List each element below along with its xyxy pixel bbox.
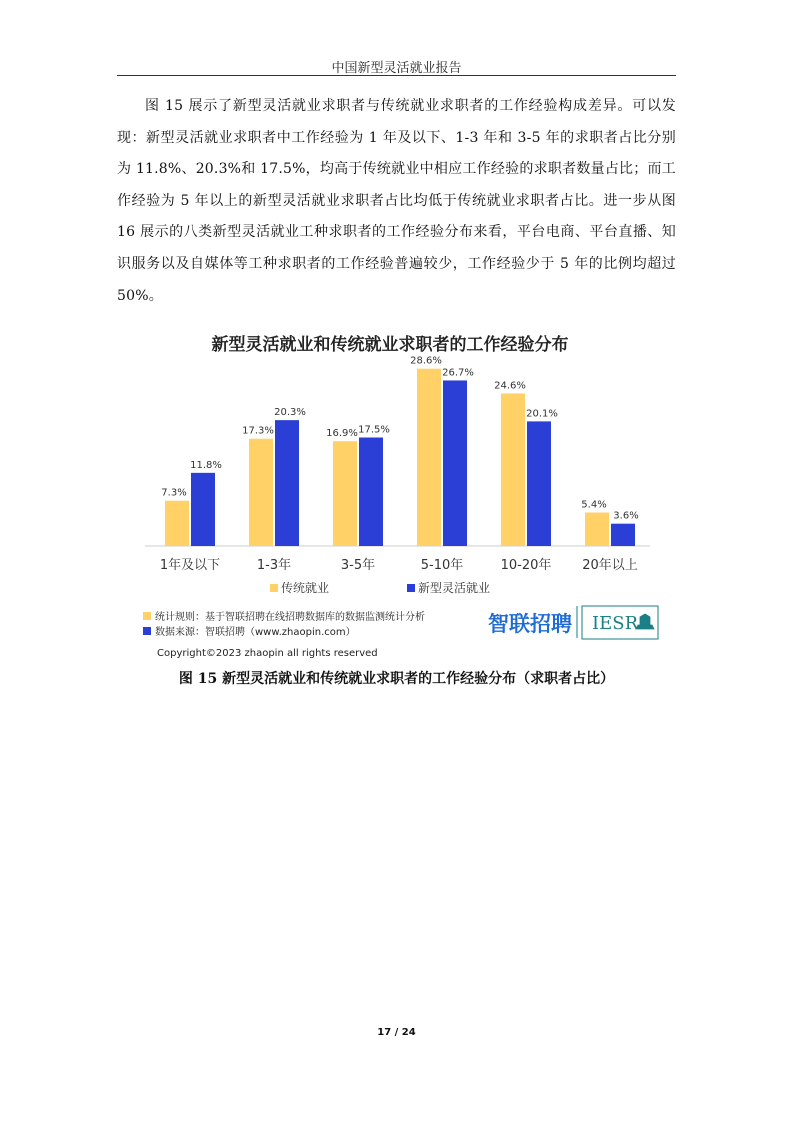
bar-traditional: [501, 393, 525, 546]
category-label: 5-10年: [420, 558, 464, 573]
legend-label-new-flexible: 新型灵活就业: [418, 581, 491, 595]
legend: [270, 580, 490, 595]
bar-value-label: 5.4%: [581, 499, 607, 511]
category-label: 20年以上: [582, 558, 638, 573]
page-number: 17 / 24: [377, 1027, 416, 1038]
iesr-logo-text: IESR: [592, 613, 639, 634]
bar-value-label: 3.6%: [613, 510, 639, 522]
bar-new-flexible: [527, 421, 551, 546]
bar-value-label: 17.5%: [358, 424, 390, 436]
iesr-emblem-icon: [636, 614, 654, 629]
note-rule-text: 统计规则：基于智联招聘在线招聘数据库的数据监测统计分析: [155, 612, 425, 623]
bar-new-flexible: [191, 473, 215, 546]
bar-value-label: 17.3%: [242, 425, 274, 437]
note-source-swatch: [143, 627, 151, 635]
body-paragraph: 图 15 展示了新型灵活就业求职者与传统就业求职者的工作经验构成差异。可以发现：新型灵活就业求职者中工作经验为 1 年及以下、1-3 年和 3-5 年的求职者占比分别为 11.8%、20.3%和 17.5%，均高于传统就业中相应工作经验的求职者数量占比；而工作经验为 5 年以上的新型灵活就业求职者占比均低于传统就业求职者占比。进一步从图 16 展示的八类新型灵活就业工种求职者的工作经验分布来看，平台电商、平台直播、知识服务以及自媒体等工种求职者的工作经验普遍较少，工作经验少于 5 年的比例均超过 50%。: [117, 98, 676, 304]
note-source-text: 数据来源：智联招聘（www.zhaopin.com）: [155, 627, 356, 638]
bars-layer: [165, 369, 635, 546]
category-labels-layer: [160, 557, 638, 573]
chart-title: 新型灵活就业和传统就业求职者的工作经验分布: [211, 335, 569, 355]
chart-svg: [140, 325, 660, 660]
bar-traditional: [333, 441, 357, 546]
bar-new-flexible: [275, 420, 299, 546]
zhaopin-logo-text: 智联招聘: [488, 612, 572, 636]
legend-label-traditional: 传统就业: [281, 581, 330, 595]
bar-value-label: 26.7%: [442, 367, 474, 379]
category-label: 1-3年: [256, 558, 292, 573]
iesr-logo: [582, 606, 658, 639]
legend-swatch-new-flexible: [407, 584, 415, 592]
bar-value-label: 20.1%: [526, 408, 558, 420]
page-header-title: 中国新型灵活就业报告: [331, 61, 462, 76]
category-label: 1年及以下: [159, 558, 221, 573]
bar-value-label: 24.6%: [494, 380, 526, 392]
bar-value-label: 7.3%: [161, 487, 187, 499]
chart-notes: [143, 610, 425, 638]
bar-new-flexible: [359, 438, 383, 547]
bar-new-flexible: [611, 524, 635, 546]
body-paragraph-container: [117, 91, 676, 312]
bar-value-label: 20.3%: [274, 407, 306, 419]
bar-new-flexible: [443, 380, 467, 546]
copyright-notice: Copyright©2023 zhaopin all rights reserved: [157, 648, 378, 659]
bar-traditional: [165, 501, 189, 546]
bar-value-label: 16.9%: [326, 428, 358, 440]
header-divider: [117, 75, 676, 76]
note-rule-swatch: [143, 612, 151, 620]
legend-swatch-traditional: [270, 584, 278, 592]
bar-labels-layer: [161, 356, 638, 522]
experience-distribution-chart: [140, 325, 660, 660]
zhaopin-logo: [488, 612, 572, 636]
bar-traditional: [417, 369, 441, 546]
category-label: 3-5年: [340, 558, 376, 573]
bar-traditional: [249, 439, 273, 546]
category-label: 10-20年: [500, 558, 552, 573]
bar-value-label: 28.6%: [410, 355, 442, 367]
bar-traditional: [585, 513, 609, 546]
figure-caption: 图 15 新型灵活就业和传统就业求职者的工作经验分布（求职者占比）: [178, 671, 615, 687]
bar-value-label: 11.8%: [190, 459, 222, 471]
